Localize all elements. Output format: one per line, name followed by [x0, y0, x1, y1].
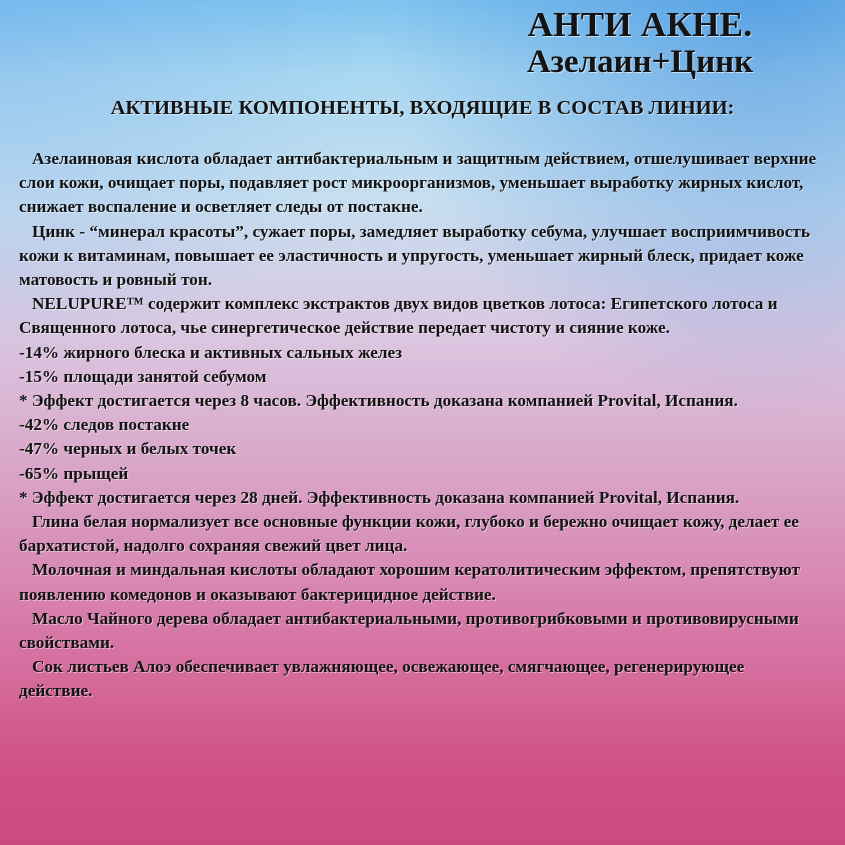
paragraph-azelaic-acid: Азелаиновая кислота обладает антибактериальным и защитным действием, отшелушивает верхние слои кожи, очищает поры, подавляет рост микроорганизмов, уменьшает выработку жирных кислот, снижает воспаление и осветляет следы от постакне. [19, 149, 817, 217]
paragraph-lactic-mandelic-acids: Молочная и миндальная кислоты обладают хорошим кератолитическим эффектом, препятствуют появлению комедонов и оказывают бактерицидное действие. [19, 560, 800, 604]
product-title: АНТИ АКНЕ. [527, 5, 753, 44]
stat-line-pimples: -65% прыщей [19, 463, 129, 483]
paragraph-white-clay: Глина белая нормализует все основные функции кожи, глубоко и бережно очищает кожу, делает ее бархатистой, надолго сохраняя свежий цвет лица. [19, 512, 799, 556]
paragraph-zinc: Цинк - “минерал красоты”, сужает поры, замедляет выработку себума, улучшает восприимчивость кожи к витаминам, повышает ее эластичность и упругость, уменьшает жирный блеск, придает коже матовость и ровный тон. [19, 221, 810, 290]
paragraph-tea-tree-oil: Масло Чайного дерева обладает антибактериальными, противогрибковыми и противовирусными свойствами. [19, 608, 799, 653]
paragraph-aloe-juice: Сок листьев Алоэ обеспечивает увлажняющее, освежающее, смягчающее, регенерирующее действие. [19, 657, 745, 701]
title-block [430, 6, 845, 80]
section-heading: АКТИВНЫЕ КОМПОНЕНТЫ, ВХОДЯЩИЕ В СОСТАВ ЛИНИИ: [110, 97, 735, 119]
stat-line-comedones: -47% черных и белых точек [19, 439, 237, 459]
ingredients-description [19, 147, 819, 704]
footnote-28-days: * Эффект достигается через 28 дней. Эффективность доказана компанией Provital, Испания. [19, 487, 740, 507]
footnote-8-hours: * Эффект достигается через 8 часов. Эффективность доказана компанией Provital, Испания. [19, 391, 738, 411]
stat-line-post-acne: -42% следов постакне [19, 415, 190, 435]
stat-line-oil-shine: -14% жирного блеска и активных сальных желез [19, 342, 403, 362]
stat-line-sebum-area: -15% площади занятой себумом [19, 366, 267, 386]
product-subtitle: Азелаин+Цинк [526, 44, 754, 80]
paragraph-nelupure: NELUPURE™ содержит комплекс экстрактов двух видов цветков лотоса: Египетского лотоса и Священного лотоса, чье синергетическое действие передает чистоту и сияние коже. [19, 294, 778, 338]
